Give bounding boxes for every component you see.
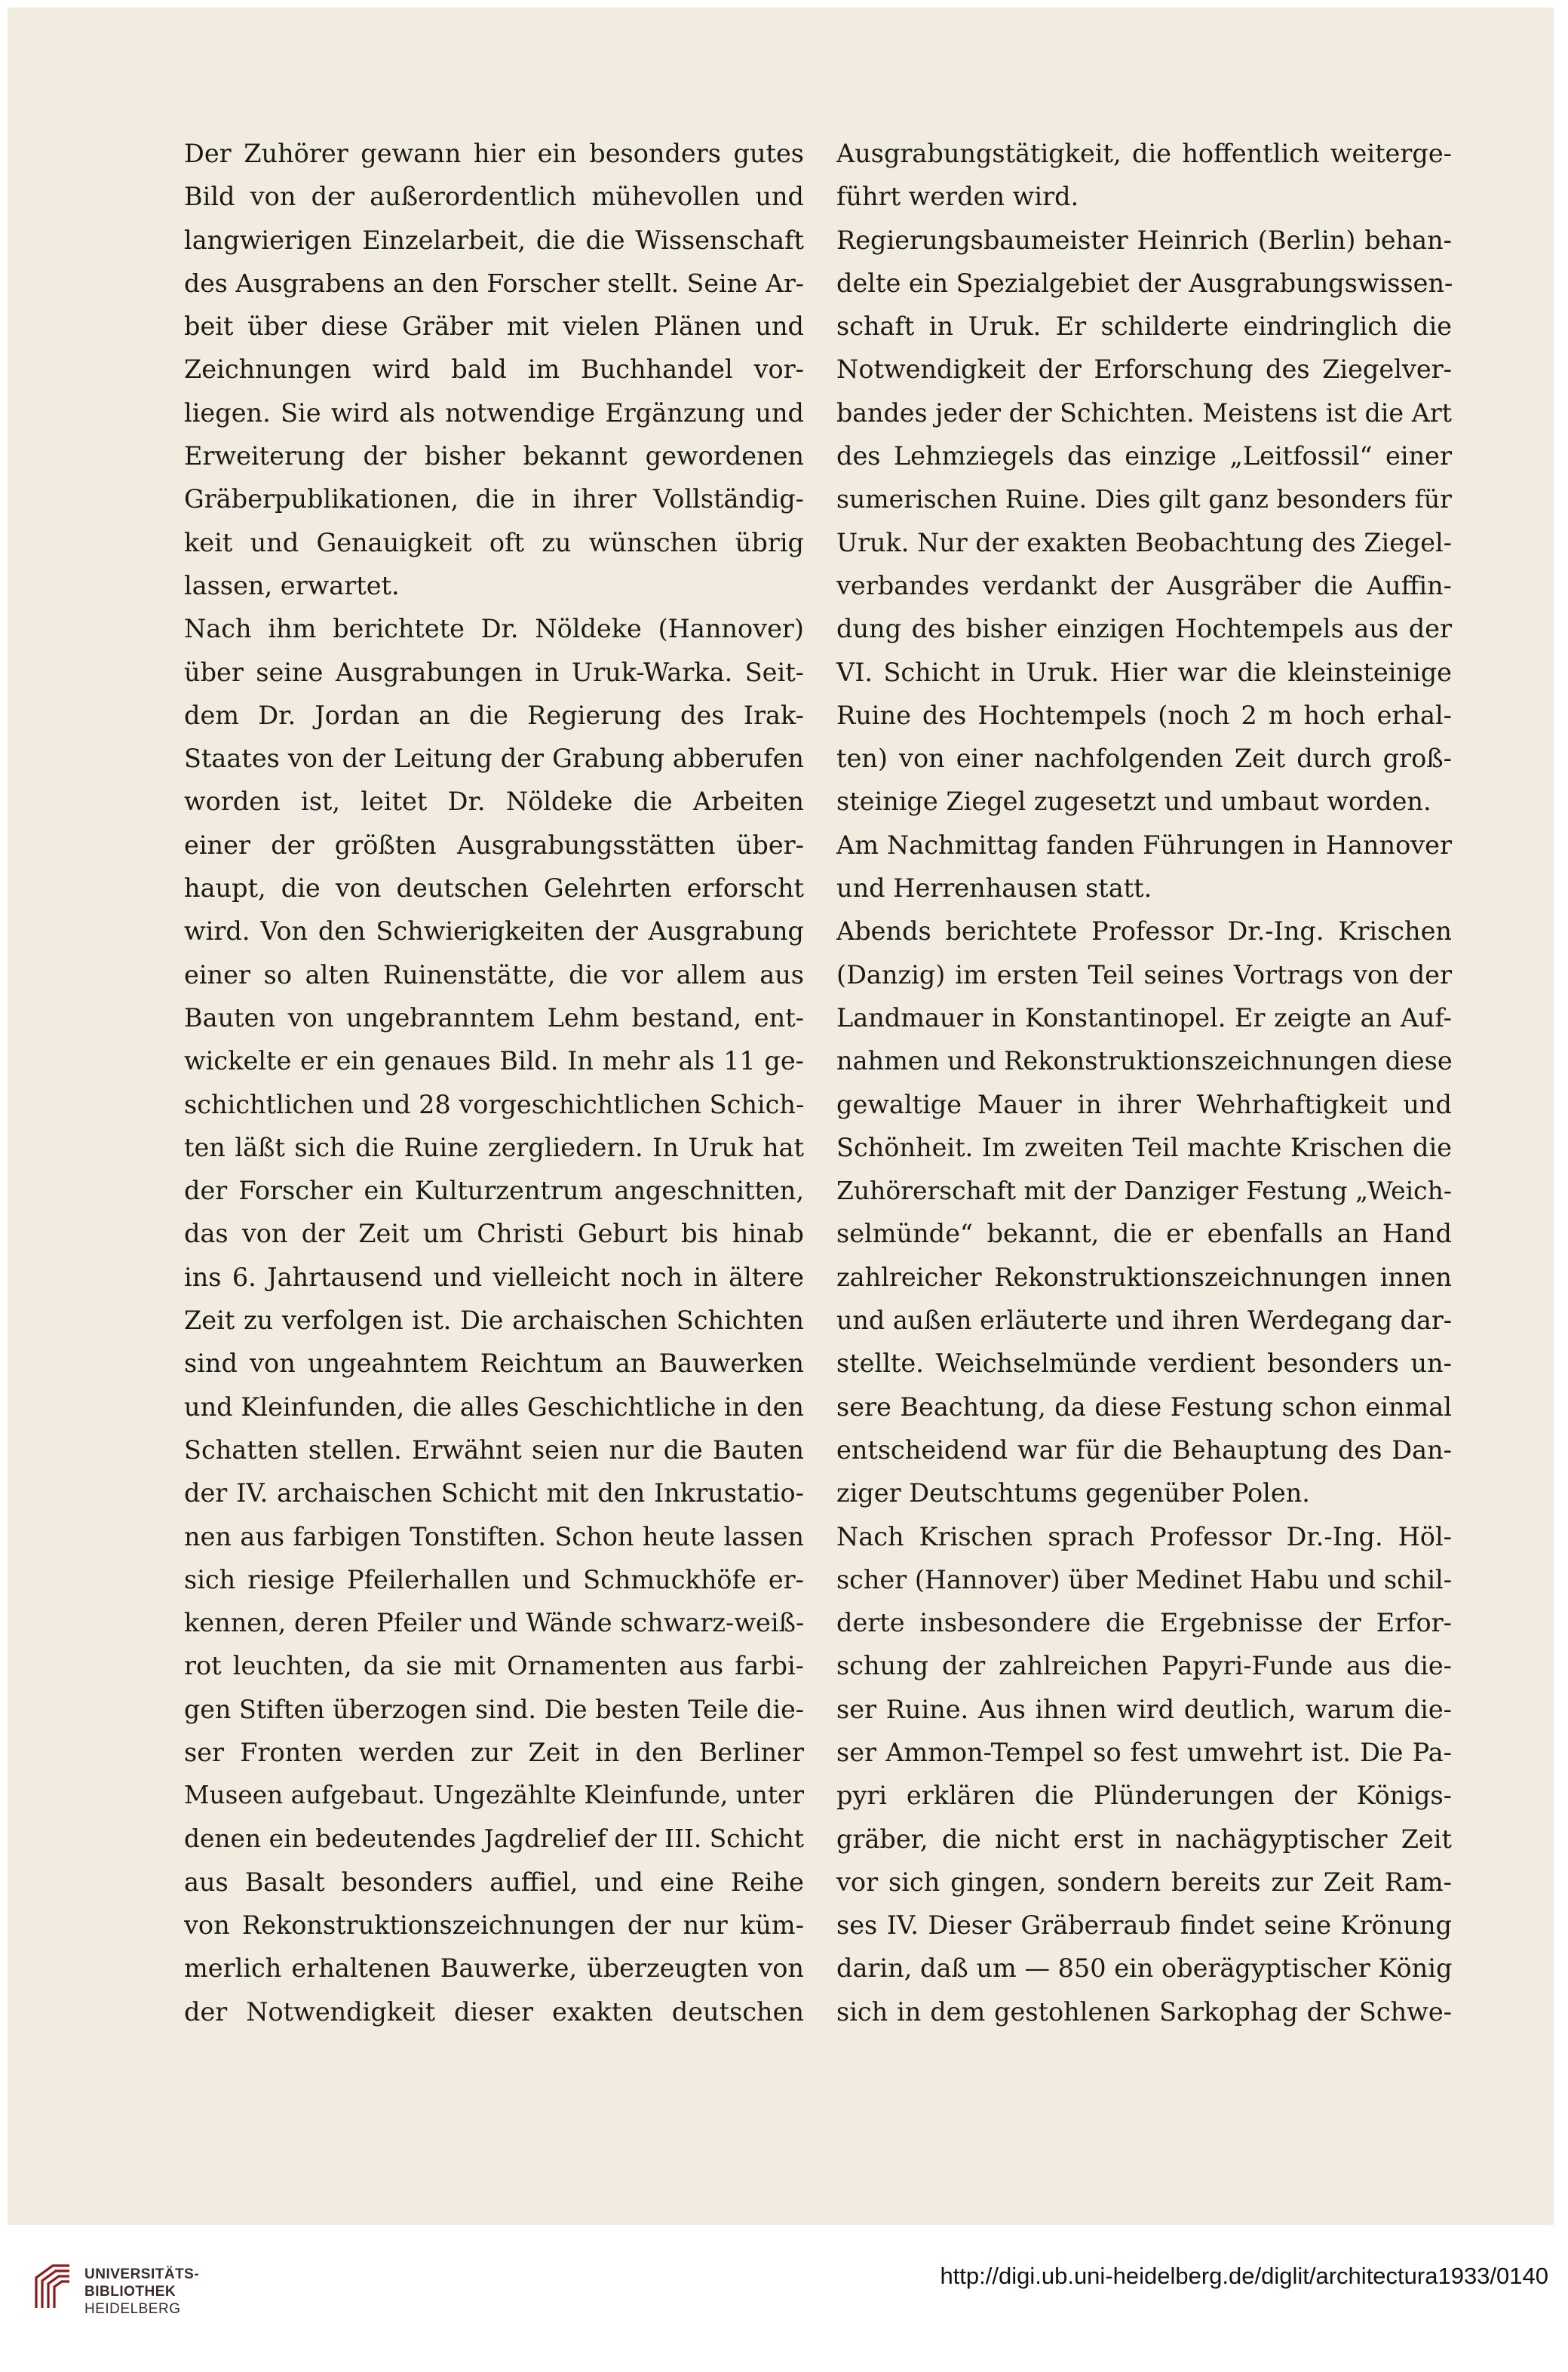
right-text-column (836, 132, 1452, 2033)
text-line: Gräberpublikationen, die in ihrer Vollständig- (184, 484, 804, 514)
text-line: Ruine des Hochtempels (noch 2 m hoch erhal- (836, 700, 1452, 730)
library-name-line2: BIBLIOTHEK (84, 2284, 176, 2300)
text-line: Zeichnungen wird bald im Buchhandel vor- (184, 354, 804, 385)
text-line: nahmen und Rekonstruktionszeichnungen diese (836, 1046, 1453, 1076)
text-line: entscheidend war für die Behauptung des Dan- (836, 1435, 1452, 1465)
text-line: schichtlichen und 28 vorgeschichtlichen Schich- (184, 1089, 805, 1119)
library-name-line1: UNIVERSITÄTS- (84, 2266, 200, 2282)
text-line: Abends berichtete Professor Dr.-Ing. Krischen (836, 916, 1452, 947)
text-line: derte insbesondere die Ergebnisse der Erfor- (836, 1608, 1452, 1638)
text-line: vor sich gingen, sondern bereits zur Zeit Ram- (836, 1867, 1452, 1897)
text-line: ser Ruine. Aus ihnen wird deutlich, warum die- (836, 1694, 1452, 1724)
text-line: stellte. Weichselmünde verdient besonders un- (836, 1349, 1452, 1379)
text-line: Nach ihm berichtete Dr. Nöldeke (Hannover) (184, 614, 804, 644)
text-line: Landmauer in Konstantinopel. Er zeigte an Auf- (836, 1002, 1452, 1033)
text-line: einer so alten Ruinenstätte, die vor allem aus (184, 959, 804, 990)
text-line: das von der Zeit um Christi Geburt bis hinab (184, 1219, 804, 1249)
text-line: merlich erhaltenen Bauwerke, überzeugten von (184, 1953, 804, 1984)
text-line: kennen, deren Pfeiler und Wände schwarz-weiß- (184, 1608, 805, 1638)
permalink-url[interactable]: http://digi.ub.uni-heidelberg.de/diglit/architectura1933/0140 (940, 2263, 1548, 2289)
text-line: ziger Deutschtums gegenüber Polen. (836, 1478, 1310, 1508)
text-line: führt werden wird. (836, 182, 1079, 212)
text-line: Zeit zu verfolgen ist. Die archaischen Schichten (184, 1306, 804, 1336)
text-line: zahlreicher Rekonstruktionszeichnungen innen (836, 1262, 1452, 1292)
text-line: ser Fronten werden zur Zeit in den Berliner (184, 1737, 804, 1767)
text-line: Bauten von ungebranntem Lehm bestand, ent- (184, 1002, 804, 1033)
library-name (84, 2266, 199, 2318)
text-line: der Notwendigkeit dieser exakten deutschen (184, 1996, 804, 2027)
text-line: ses IV. Dieser Gräberraub findet seine Krönung (836, 1910, 1452, 1941)
footer-bar (0, 2232, 1568, 2372)
text-line: sich riesige Pfeilerhallen und Schmuckhöfe er- (184, 1564, 804, 1594)
text-line: aus Basalt besonders auffiel, und eine Reihe (184, 1867, 804, 1897)
text-line: dung des bisher einzigen Hochtempels aus der (836, 614, 1452, 644)
text-line: von Rekonstruktionszeichnungen der nur küm- (184, 1910, 804, 1941)
text-line: sere Beachtung, da diese Festung schon einmal (836, 1392, 1452, 1422)
text-line: der IV. archaischen Schicht mit den Inkrustatio- (184, 1478, 804, 1508)
text-line: und Kleinfunden, die alles Geschichtliche in den (184, 1392, 804, 1422)
text-line: Uruk. Nur der exakten Beobachtung des Ziegel- (836, 527, 1452, 557)
text-line: Der Zuhörer gewann hier ein besonders gutes (184, 139, 804, 168)
text-line: langwierigen Einzelarbeit, die die Wissenschaft (184, 225, 804, 255)
text-line: sumerischen Ruine. Dies gilt ganz besonders für (836, 484, 1452, 514)
text-line: keit und Genauigkeit oft zu wünschen übrig (184, 527, 804, 557)
text-line: gräber, die nicht erst in nachägyptischer Zeit (836, 1824, 1452, 1854)
text-line: Erweiterung der bisher bekannt gewordenen (184, 441, 804, 471)
text-line: und Herrenhausen statt. (836, 873, 1152, 904)
text-line: des Lehmziegels das einzige „Leitfossil“ einer (836, 441, 1452, 471)
text-line: sind von ungeahntem Reichtum an Bauwerken (184, 1349, 804, 1379)
text-line: ten) von einer nachfolgenden Zeit durch groß- (836, 744, 1452, 774)
library-name-line3: HEIDELBERG (84, 2301, 181, 2317)
text-line: gewaltige Mauer in ihrer Wehrhaftigkeit und (836, 1089, 1452, 1119)
text-line: selmünde“ bekannt, die er ebenfalls an Hand (836, 1219, 1452, 1249)
text-line: Bild von der außerordentlich mühevollen und (184, 182, 804, 212)
text-line: liegen. Sie wird als notwendige Ergänzung und (184, 397, 804, 428)
text-line: Am Nachmittag fanden Führungen in Hannover (836, 830, 1452, 860)
text-line: Schatten stellen. Erwähnt seien nur die Bauten (184, 1435, 804, 1465)
text-line: einer der größten Ausgrabungsstätten über- (184, 830, 804, 860)
text-line: über seine Ausgrabungen in Uruk-Warka. Seit- (184, 657, 804, 687)
text-line: nen aus farbigen Tonstiften. Schon heute lassen (184, 1521, 804, 1551)
text-line: delte ein Spezialgebiet der Ausgrabungswissen- (836, 268, 1453, 298)
text-line: schung der zahlreichen Papyri-Funde aus die- (836, 1651, 1452, 1681)
text-line: der Forscher ein Kulturzentrum angeschnitten, (184, 1176, 804, 1206)
text-line: Notwendigkeit der Erforschung des Ziegelver- (836, 354, 1452, 385)
text-line: pyri erklären die Plünderungen der Königs- (836, 1781, 1452, 1811)
library-logo-icon (33, 2261, 75, 2309)
text-line: wird. Von den Schwierigkeiten der Ausgrabung (184, 916, 804, 947)
text-line: beit über diese Gräber mit vielen Plänen und (184, 311, 804, 342)
text-line: schaft in Uruk. Er schilderte eindringlich die (836, 311, 1452, 342)
text-line: ser Ammon-Tempel so fest umwehrt ist. Die Pa- (836, 1737, 1452, 1767)
text-line: und außen erläuterte und ihren Werdegang dar- (836, 1306, 1452, 1336)
text-line: Ausgrabungstätigkeit, die hoffentlich weiterge- (836, 139, 1452, 168)
text-line: Schönheit. Im zweiten Teil machte Krischen die (836, 1132, 1452, 1162)
text-line: VI. Schicht in Uruk. Hier war die kleinsteinige (836, 657, 1452, 687)
text-line: gen Stiften überzogen sind. Die besten Teile die- (184, 1694, 804, 1724)
text-line: rot leuchten, da sie mit Ornamenten aus farbi- (184, 1651, 804, 1681)
text-line: denen ein bedeutendes Jagdrelief der III. Schicht (184, 1824, 804, 1853)
text-line: des Ausgrabens an den Forscher stellt. Seine Ar- (184, 268, 804, 298)
text-line: sich in dem gestohlenen Sarkophag der Schwe- (836, 1996, 1452, 2027)
text-line: ten läßt sich die Ruine zergliedern. In Uruk hat (184, 1132, 804, 1162)
left-text-column (184, 132, 804, 2033)
text-line: ins 6. Jahrtausend und vielleicht noch in ältere (184, 1262, 804, 1292)
text-line: Nach Krischen sprach Professor Dr.-Ing. Höl- (836, 1521, 1452, 1551)
text-line: (Danzig) im ersten Teil seines Vortrags von der (836, 959, 1452, 990)
text-line: steinige Ziegel zugesetzt und umbaut worden. (836, 787, 1431, 817)
text-line: dem Dr. Jordan an die Regierung des Irak- (184, 700, 804, 730)
text-line: worden ist, leitet Dr. Nöldeke die Arbeiten (184, 787, 804, 817)
text-line: haupt, die von deutschen Gelehrten erforscht (184, 873, 804, 904)
text-line: verbandes verdankt der Ausgräber die Auffin- (836, 570, 1452, 600)
text-line: darin, daß um — 850 ein oberägyptischer König (836, 1953, 1453, 1984)
text-line: Staates von der Leitung der Grabung abberufen (184, 744, 804, 774)
text-line: Zuhörerschaft mit der Danziger Festung „Weich- (836, 1176, 1452, 1206)
text-line: Regierungsbaumeister Heinrich (Berlin) behan- (836, 225, 1452, 255)
text-line: lassen, erwartet. (184, 570, 400, 600)
text-line: scher (Hannover) über Medinet Habu und schil- (836, 1564, 1452, 1594)
text-line: Museen aufgebaut. Ungezählte Kleinfunde, unter (184, 1781, 805, 1810)
text-line: bandes jeder der Schichten. Meistens ist die Art (836, 397, 1452, 428)
text-line: wickelte er ein genaues Bild. In mehr als 11 ge- (184, 1046, 804, 1076)
